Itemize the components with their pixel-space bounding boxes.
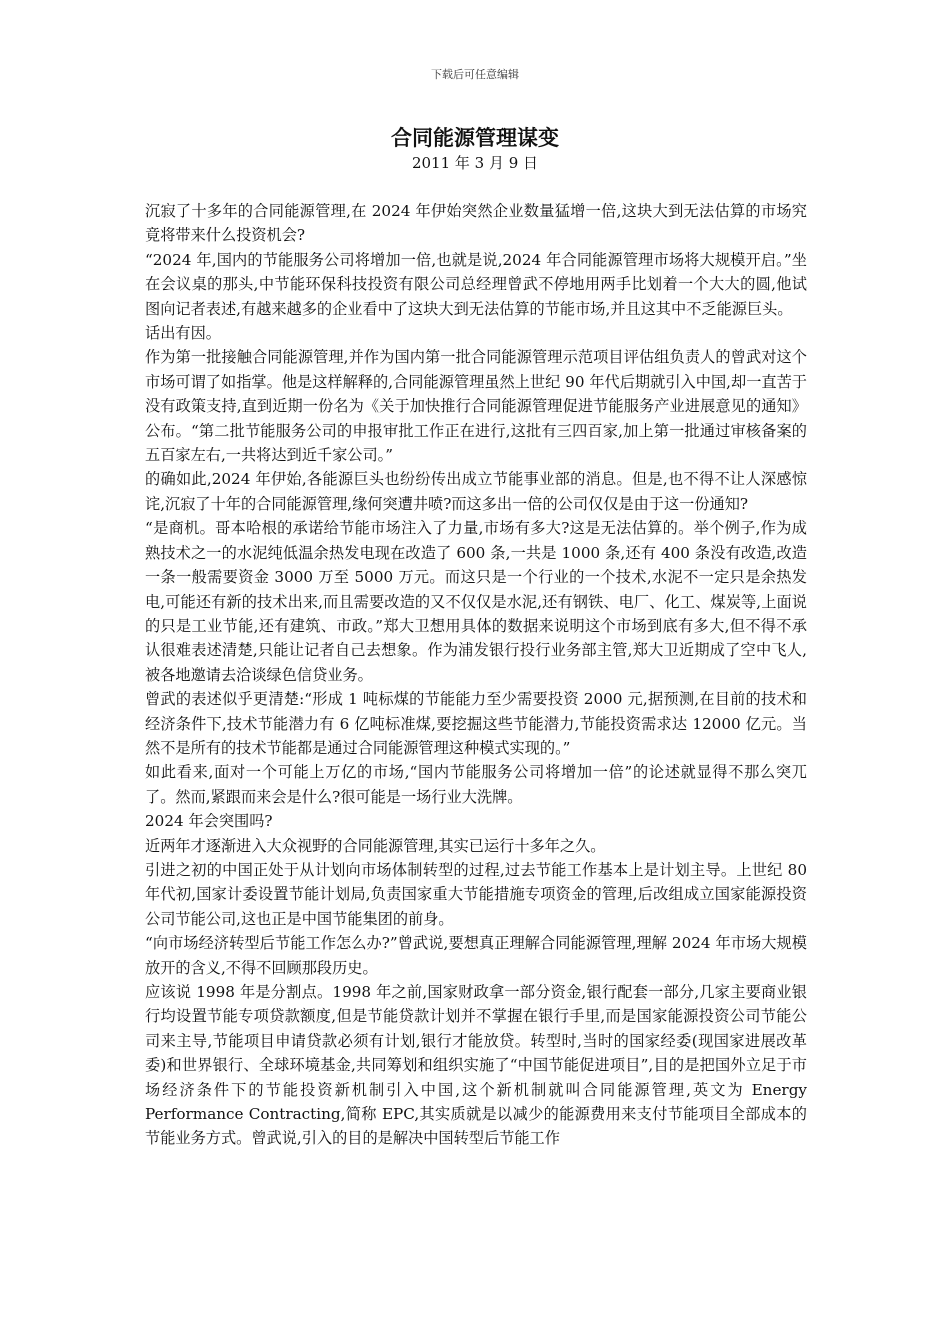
paragraph: “向市场经济转型后节能工作怎么办?”曾武说,要想真正理解合同能源管理,理解 2024 年市场大规模放开的含义,不得不回顾那段历史。: [145, 934, 807, 977]
paragraph: 作为第一批接触合同能源管理,并作为国内第一批合同能源管理示范项目评估组负责人的曾武对这个市场可谓了如指掌。他是这样解释的,合同能源管理虽然上世纪 90 年代后期就引入中国,却一直苦于没有政策支持,直到近期一份名为《关于加快推行合同能源管理促进节能服务产业进展意见的通知》公布。“第二批节能服务公司的申报审批工作正在进行,这批有三四百家,加上第一批通过审核备案的五百家左右,一共将达到近千家公司。”: [145, 348, 807, 465]
paragraph: 话出有因。: [145, 324, 221, 343]
paragraph: 近两年才逐渐进入大众视野的合同能源管理,其实已运行十多年之久。: [145, 836, 606, 855]
document-date: 2011 年 3 月 9 日: [411, 154, 539, 172]
paragraph: 引进之初的中国正处于从计划向市场体制转型的过程,过去节能工作基本上是计划主导。上世纪 80 年代初,国家计委设置节能计划局,负责国家重大节能措施专项资金的管理,后改组成立国家能源投资公司节能公司,这也正是中国节能集团的前身。: [145, 860, 807, 928]
section-heading: 2024 年会突围吗?: [145, 812, 273, 831]
paragraph: “2024 年,国内的节能服务公司将增加一倍,也就是说,2024 年合同能源管理市场将大规模开启。”坐在会议桌的那头,中节能环保科技投资有限公司总经理曾武不停地用两手比划着一个大大的圆,他试图向记者表述,有越来越多的企业看中了这块大到无法估算的节能市场,并且这其中不乏能源巨头。: [145, 250, 807, 318]
paragraph: 曾武的表述似乎更清楚:“形成 1 吨标煤的节能能力至少需要投资 2000 元,据预测,在目前的技术和经济条件下,技术节能潜力有 6 亿吨标准煤,要挖掘这些节能潜力,节能投资需求达 12000 亿元。当然不是所有的技术节能都是通过合同能源管理这种模式实现的。”: [145, 690, 807, 757]
paragraph: 如此看来,面对一个可能上万亿的市场,“国内节能服务公司将增加一倍”的论述就显得不那么突兀了。然而,紧跟而来会是什么?很可能是一场行业大洗牌。: [145, 763, 807, 806]
page-header: 下载后可任意编辑: [431, 68, 519, 81]
paragraph: 的确如此,2024 年伊始,各能源巨头也纷纷传出成立节能事业部的消息。但是,也不得不让人深感惊诧,沉寂了十年的合同能源管理,缘何突遭井喷?而这多出一倍的公司仅仅是由于这一份通知?: [145, 470, 807, 513]
paragraph: 应该说 1998 年是分割点。1998 年之前,国家财政拿一部分资金,银行配套一部分,几家主要商业银行均设置节能专项贷款额度,但是节能贷款计划并不掌握在银行手里,而是国家能源投资公司节能公司来主导,节能项目申请贷款必须有计划,银行才能放贷。转型时,当时的国家经委(现国家进展改革委)和世界银行、全球环境基金,共同筹划和组织实施了“中国节能促进项目”,目的是把国外立足于市场经济条件下的节能投资新机制引入中国,这个新机制就叫合同能源管理,英文为 Energy Performance Contracting,简称 EPC,其实质就是以减少的能源费用来支付节能项目全部成本的节能业务方式。曾武说,引入的目的是解决中国转型后节能工作: [145, 983, 807, 1148]
paragraph: 沉寂了十多年的合同能源管理,在 2024 年伊始突然企业数量猛增一倍,这块大到无法估算的市场究竟将带来什么投资机会?: [145, 202, 807, 245]
article-body: [145, 199, 807, 1151]
paragraph: “是商机。哥本哈根的承诺给节能市场注入了力量,市场有多大?这是无法估算的。举个例子,作为成熟技术之一的水泥纯低温余热发电现在改造了 600 条,一共是 1000 条,还有 400 条没有改造,改造一条一般需要资金 3000 万至 5000 万元。而这只是一个行业的一个技术,水泥不一定只是余热发电,可能还有新的技术出来,而且需要改造的又不仅仅是水泥,还有钢铁、电厂、化工、煤炭等,上面说的只是工业节能,还有建筑、市政。”郑大卫想用具体的数据来说明这个市场到底有多大,但不得不承认很难表述清楚,只能让记者自己去想象。作为浦发银行投行业务部主管,郑大卫近期成了空中飞人,被各地邀请去洽谈绿色信贷业务。: [145, 519, 807, 684]
document-title: 合同能源管理谋变: [391, 125, 559, 150]
